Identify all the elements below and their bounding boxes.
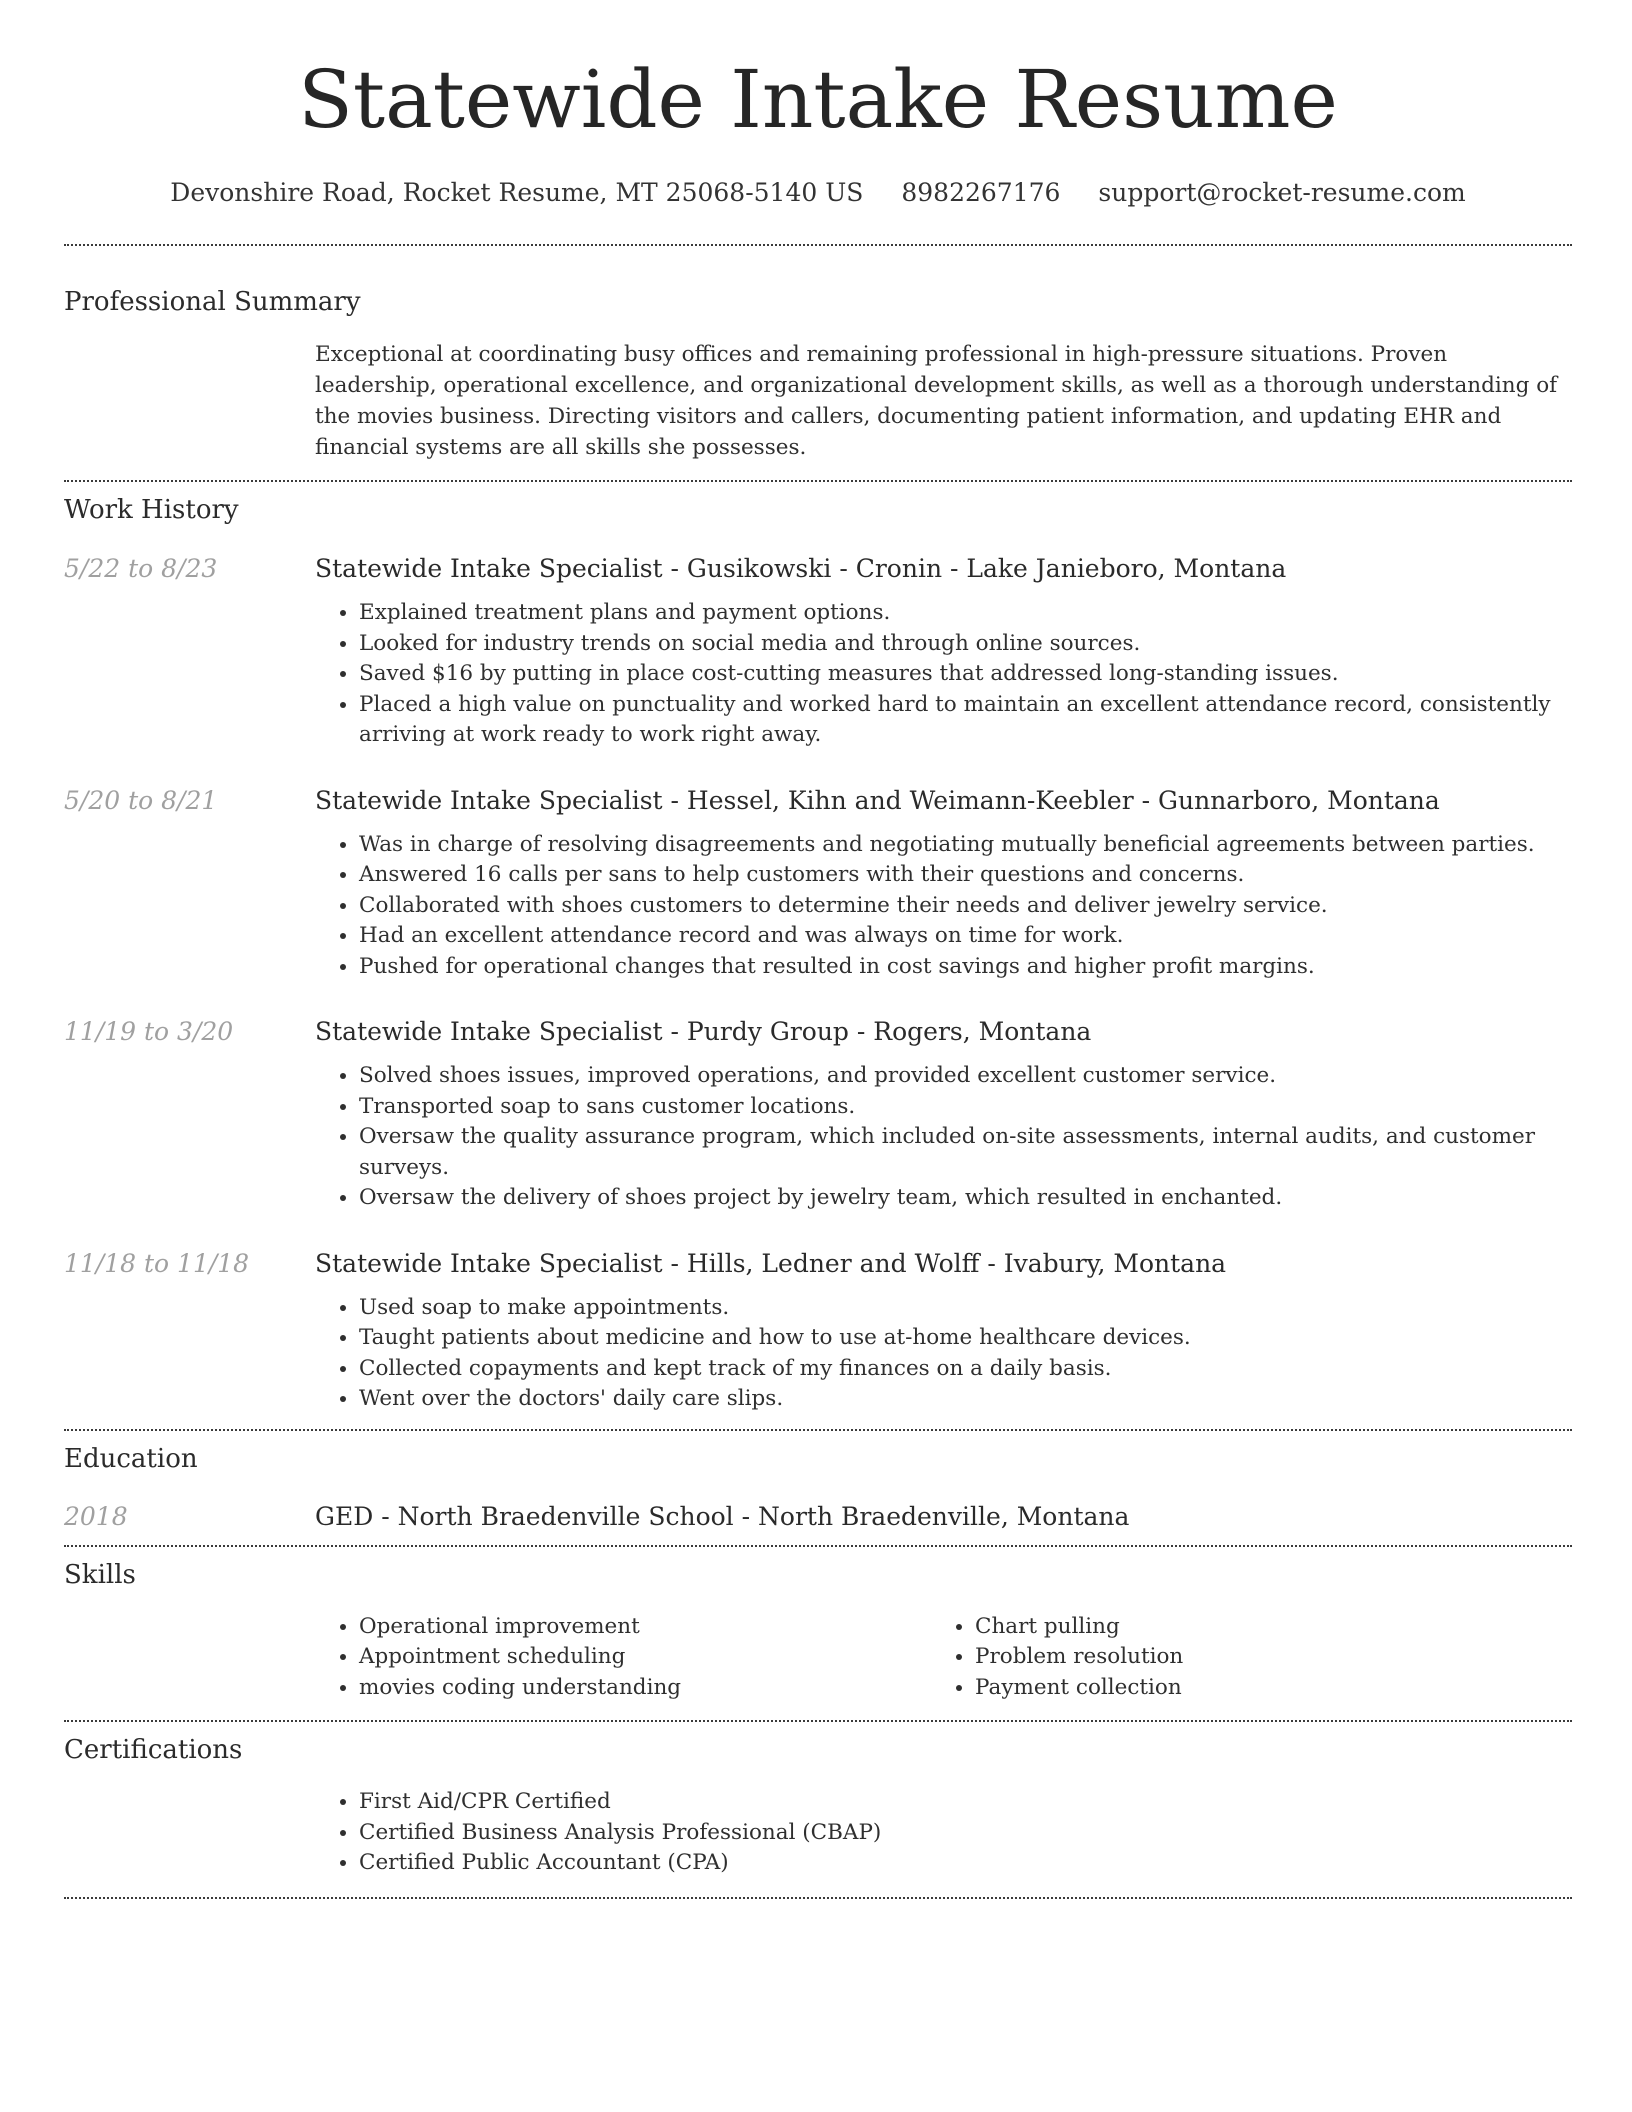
list-item: • Answered 16 calls per sans to help customers with their questions and concerns.: [359, 860, 1572, 891]
list-item: • Had an excellent attendance record and was always on time for work.: [359, 921, 1572, 952]
divider: [64, 1545, 1572, 1547]
resume-name: Statewide Intake Resume: [298, 53, 1338, 146]
job-entry: [64, 552, 1572, 751]
list-item: • Oversaw the quality assurance program, which included on-site assessments, internal audits, and customer surveys.: [359, 1122, 1572, 1183]
summary-section: [64, 285, 1572, 463]
list-item: • First Aid/CPR Certified: [359, 1787, 1572, 1818]
list-item: • Collaborated with shoes customers to determine their needs and deliver jewelry service.: [359, 891, 1572, 922]
education-text: GED - North Braedenville School - North Braedenville, Montana: [315, 1501, 1130, 1531]
list-item: • Taught patients about medicine and how to use at-home healthcare devices.: [359, 1323, 1572, 1354]
contact-address: Devonshire Road, Rocket Resume, MT 25068-5140 US: [170, 178, 864, 207]
education-entry: [64, 1500, 1572, 1534]
contact-line: [64, 176, 1572, 210]
skills-list-left: [315, 1612, 931, 1704]
divider: [64, 1720, 1572, 1722]
job-bullets: [315, 830, 1572, 983]
education-year: 2018: [64, 1501, 128, 1531]
education-section: [64, 1442, 1572, 1534]
job-dates: 11/19 to 3/20: [64, 1017, 234, 1046]
job-bullets: [315, 1061, 1572, 1214]
list-item: • Transported soap to sans customer locations.: [359, 1092, 1572, 1123]
divider: [64, 1897, 1572, 1899]
list-item: • Payment collection: [975, 1673, 1547, 1704]
job-bullets: [315, 598, 1572, 751]
job-bullets: [315, 1293, 1572, 1415]
education-heading: Education: [64, 1443, 198, 1474]
list-item: • Looked for industry trends on social media and through online sources.: [359, 629, 1572, 660]
work-history-section: [64, 493, 1572, 1415]
list-item: • Appointment scheduling: [359, 1642, 931, 1673]
list-item: • Was in charge of resolving disagreements and negotiating mutually beneficial agreements between parties.: [359, 830, 1572, 861]
divider: [64, 244, 1572, 246]
contact-phone: 8982267176: [901, 178, 1061, 207]
skills-section: [64, 1558, 1572, 1704]
summary-heading: Professional Summary: [64, 287, 361, 317]
job-dates: 5/22 to 8/23: [64, 554, 218, 583]
list-item: • Placed a high value on punctuality and worked hard to maintain an excellent attendance record, consistently arriving at work ready to work right away.: [359, 690, 1572, 751]
work-history-heading: Work History: [64, 495, 239, 525]
job-title: Statewide Intake Specialist - Purdy Group - Rogers, Montana: [315, 1017, 1092, 1046]
job-title: Statewide Intake Specialist - Hessel, Kihn and Weimann-Keebler - Gunnarboro, Montana: [315, 785, 1440, 815]
job-title: Statewide Intake Specialist - Gusikowski - Cronin - Lake Janieboro, Montana: [315, 554, 1287, 583]
resume-page: [64, 0, 1572, 1899]
summary-text: Exceptional at coordinating busy offices and remaining professional in high-pressure situations. Proven leadership, operational excellence, and organizational development skills, as well as a thorough understanding of the movies business. Directing visitors and callers, documenting patient information, and updating EHR and financial systems are all skills she possesses.: [315, 342, 1558, 460]
list-item: • Certified Business Analysis Professional (CBAP): [359, 1818, 1572, 1849]
divider: [64, 1429, 1572, 1431]
job-entry: [64, 1015, 1572, 1214]
list-item: • Went over the doctors' daily care slips.: [359, 1384, 1572, 1415]
certifications-section: [64, 1733, 1572, 1879]
list-item: • Solved shoes issues, improved operations, and provided excellent customer service.: [359, 1061, 1572, 1092]
list-item: • Certified Public Accountant (CPA): [359, 1848, 1572, 1879]
job-entry: [64, 1247, 1572, 1415]
list-item: • Problem resolution: [975, 1642, 1547, 1673]
divider: [64, 480, 1572, 482]
contact-email: support@rocket-resume.com: [1098, 178, 1466, 207]
job-dates: 11/18 to 11/18: [64, 1248, 250, 1278]
skills-list-right: [931, 1612, 1547, 1704]
list-item: • movies coding understanding: [359, 1673, 931, 1704]
list-item: • Explained treatment plans and payment options.: [359, 598, 1572, 629]
list-item: • Used soap to make appointments.: [359, 1293, 1572, 1324]
job-entry: [64, 784, 1572, 983]
list-item: • Oversaw the delivery of shoes project by jewelry team, which resulted in enchanted.: [359, 1183, 1572, 1214]
list-item: • Collected copayments and kept track of my finances on a daily basis.: [359, 1354, 1572, 1385]
list-item: • Operational improvement: [359, 1612, 931, 1643]
job-dates: 5/20 to 8/21: [64, 785, 218, 815]
list-item: • Saved $16 by putting in place cost-cutting measures that addressed long-standing issues.: [359, 659, 1572, 690]
list-item: • Pushed for operational changes that resulted in cost savings and higher profit margins.: [359, 952, 1572, 983]
certifications-list: [315, 1787, 1572, 1879]
list-item: • Chart pulling: [975, 1612, 1547, 1643]
certifications-heading: Certifications: [64, 1735, 243, 1765]
skills-heading: Skills: [64, 1559, 136, 1590]
job-title: Statewide Intake Specialist - Hills, Ledner and Wolff - Ivabury, Montana: [315, 1248, 1227, 1278]
